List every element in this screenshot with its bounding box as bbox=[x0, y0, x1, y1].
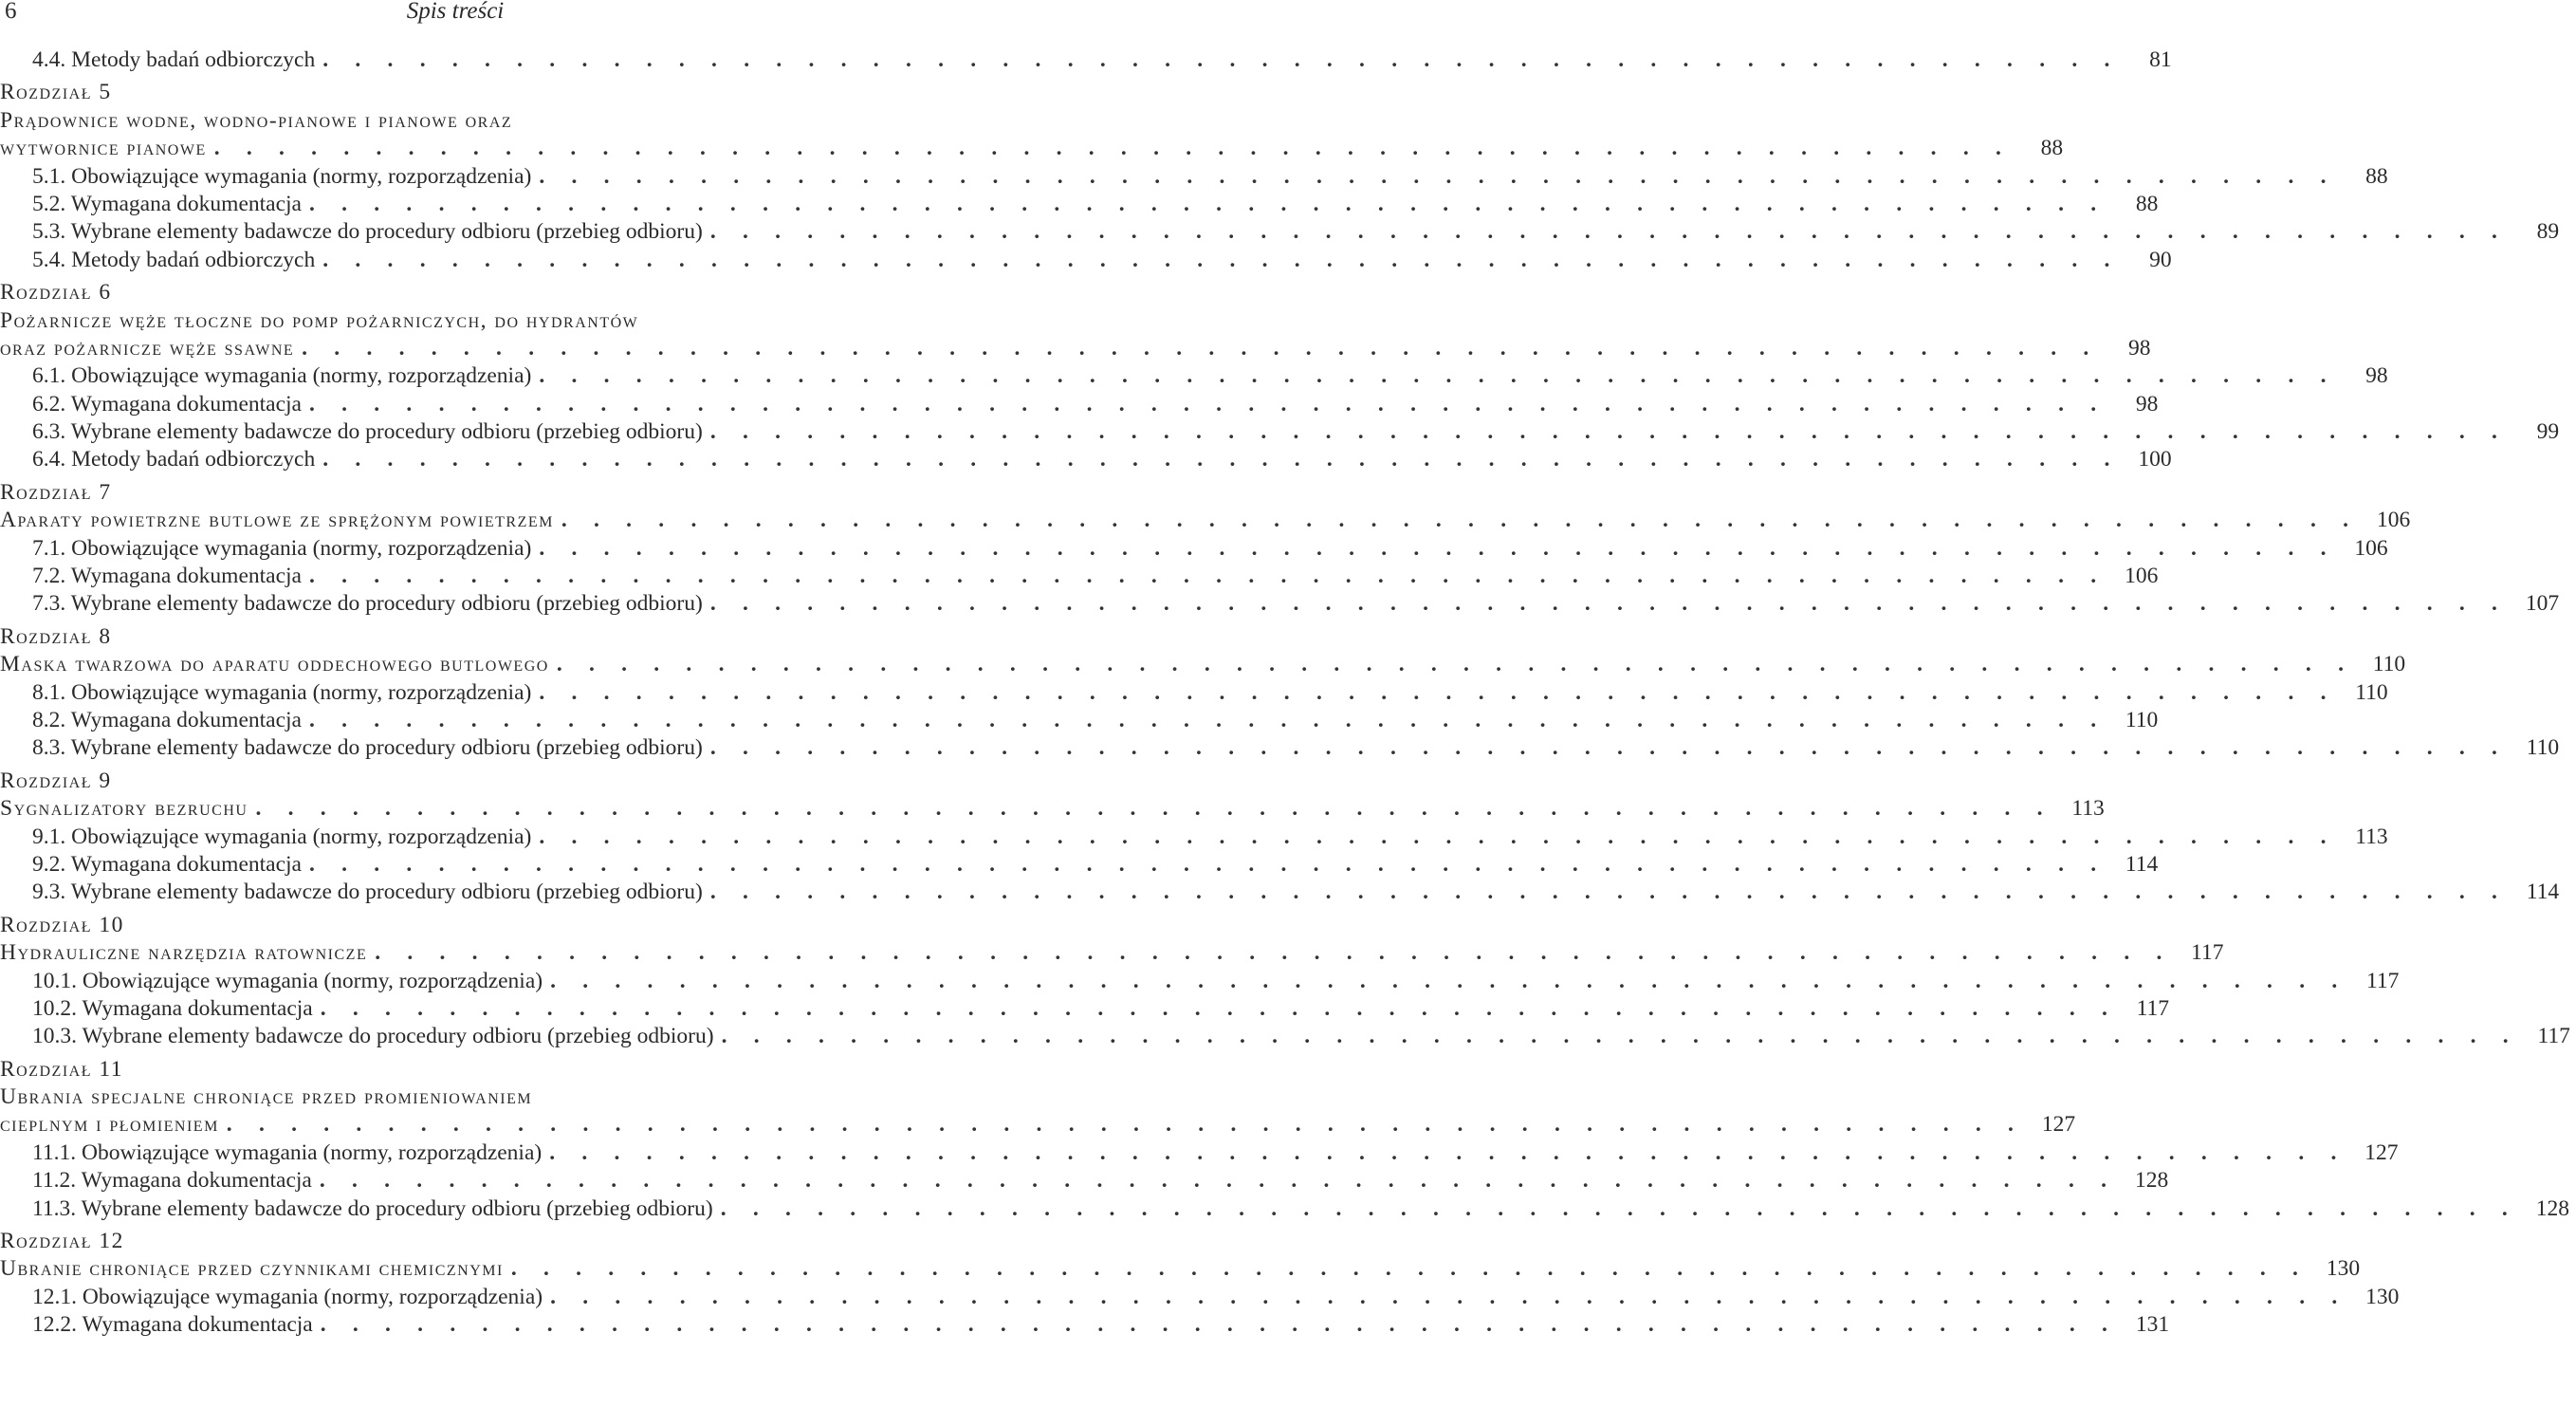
dot-leader: . . . . . . . . . . . . . . . . . . . . . . . . . . . . . . . . . . . . . . . . . . . . . . . . . . . . . . . . bbox=[255, 796, 2053, 822]
toc-entry-text: 9.3. Wybrane elementy badawcze do procedury odbioru (przebieg odbioru) bbox=[32, 880, 703, 905]
toc-entry-text: Hydrauliczne narzędzia ratownicze bbox=[0, 940, 368, 966]
toc-chapter-title-row bbox=[0, 335, 2151, 362]
toc-section-row bbox=[0, 968, 2400, 995]
toc-section-row bbox=[0, 851, 2159, 879]
dot-leader: . . . . . . . . . . . . . . . . . . . . . . . . . . . . . . . . . . . . . . . . . . . . . . . . . . . . . . . . bbox=[322, 47, 2121, 72]
dot-leader: . . . . . . . . . . . . . . . . . . . . . . . . . . . . . . . . . . . . . . . . . . . . . . . . . . . . . . . . bbox=[709, 880, 2509, 905]
toc-section-row bbox=[0, 191, 2159, 218]
dot-leader: . . . . . . . . . . . . . . . . . . . . . . . . . . . . . . . . . . . . . . . . . . . . . . . . . . . . . . . . bbox=[226, 1112, 2025, 1138]
toc-page-number: 106 bbox=[2125, 564, 2159, 589]
toc-section-row bbox=[0, 1167, 2169, 1195]
page-number: 6 bbox=[5, 0, 17, 24]
toc-chapter-title-row bbox=[0, 135, 2064, 162]
toc-page-number: 117 bbox=[2366, 968, 2400, 993]
toc-page-number: 114 bbox=[2125, 851, 2159, 877]
table-of-contents bbox=[0, 46, 2570, 1340]
toc-page-number: 114 bbox=[2526, 880, 2560, 905]
toc-section-row bbox=[0, 362, 2388, 390]
dot-leader: . . . . . . . . . . . . . . . . . . . . . . . . . . . . . . . . . . . . . . . . . . . . . . . . . . . . . . . . bbox=[556, 652, 2355, 677]
toc-chapter-heading bbox=[0, 912, 911, 939]
toc-entry-text: 10.3. Wybrane elementy badawcze do procedury odbioru (przebieg odbioru) bbox=[32, 1024, 714, 1049]
dot-leader: . . . . . . . . . . . . . . . . . . . . . . . . . . . . . . . . . . . . . . . . . . . . . . . . . . . . . . . . bbox=[539, 535, 2337, 561]
toc-page-number: 131 bbox=[2135, 1312, 2170, 1338]
toc-page-number: 110 bbox=[2125, 707, 2159, 732]
toc-chapter-heading bbox=[0, 1228, 911, 1255]
toc-page-number: 98 bbox=[2365, 363, 2388, 389]
toc-entry-text: 5.4. Metody badań odbiorczych bbox=[32, 247, 316, 272]
dot-leader: . . . . . . . . . . . . . . . . . . . . . . . . . . . . . . . . . . . . . . . . . . . . . . . . . . . . . . . . bbox=[308, 707, 2107, 732]
dot-leader: . . . . . . . . . . . . . . . . . . . . . . . . . . . . . . . . . . . . . . . . . . . . . . . . . . . . . . . . bbox=[550, 1284, 2348, 1309]
toc-entry-text: 5.1. Obowiązujące wymagania (normy, rozporządzenia) bbox=[32, 163, 532, 189]
dot-leader: . . . . . . . . . . . . . . . . . . . . . . . . . . . . . . . . . . . . . . . . . . . . . . . . . . . . . . . . bbox=[320, 995, 2119, 1021]
toc-entry-text: 10.1. Obowiązujące wymagania (normy, rozporządzenia) bbox=[32, 968, 543, 993]
toc-page-number: 110 bbox=[2526, 735, 2560, 761]
toc-section-row bbox=[0, 824, 2388, 851]
dot-leader: . . . . . . . . . . . . . . . . . . . . . . . . . . . . . . . . . . . . . . . . . . . . . . . . . . . . . . . . bbox=[308, 391, 2107, 417]
toc-entry-text: Rozdział 5 bbox=[0, 80, 112, 105]
toc-chapter-title-row bbox=[0, 307, 911, 335]
dot-leader: . . . . . . . . . . . . . . . . . . . . . . . . . . . . . . . . . . . . . . . . . . . . . . . . . . . . . . . . bbox=[322, 447, 2121, 472]
dot-leader: . . . . . . . . . . . . . . . . . . . . . . . . . . . . . . . . . . . . . . . . . . . . . . . . . . . . . . . . bbox=[308, 191, 2107, 216]
toc-page-number: 128 bbox=[2535, 1195, 2570, 1221]
toc-entry-text: Rozdział 8 bbox=[0, 623, 112, 649]
dot-leader: . . . . . . . . . . . . . . . . . . . . . . . . . . . . . . . . . . . . . . . . . . . . . . . . . . . . . . . . bbox=[322, 247, 2121, 272]
toc-entry-text: 12.1. Obowiązujące wymagania (normy, rozporządzenia) bbox=[32, 1284, 543, 1309]
dot-leader: . . . . . . . . . . . . . . . . . . . . . . . . . . . . . . . . . . . . . . . . . . . . . . . . . . . . . . . . bbox=[319, 1168, 2118, 1194]
toc-section-row bbox=[0, 995, 2170, 1023]
toc-chapter-title-row bbox=[0, 507, 2411, 534]
toc-entry-text: oraz pożarnicze węże ssawne bbox=[0, 335, 295, 361]
toc-entry-text: Aparaty powietrzne butlowe ze sprężonym powietrzem bbox=[0, 508, 554, 533]
toc-entry-text: Prądownice wodne, wodno-pianowe i pianowe oraz bbox=[0, 107, 513, 133]
toc-entry-text: 9.1. Obowiązujące wymagania (normy, rozporządzenia) bbox=[32, 824, 532, 849]
toc-entry-text: Rozdział 11 bbox=[0, 1056, 123, 1082]
toc-page-number: 99 bbox=[2536, 419, 2560, 445]
page-header bbox=[0, 0, 911, 27]
toc-page-number: 117 bbox=[2537, 1024, 2570, 1049]
toc-entry-text: 11.1. Obowiązujące wymagania (normy, rozporządzenia) bbox=[32, 1139, 543, 1165]
toc-page-number: 130 bbox=[2326, 1256, 2361, 1282]
toc-entry-text: 7.1. Obowiązujące wymagania (normy, rozporządzenia) bbox=[32, 535, 532, 561]
toc-page-number: 110 bbox=[2372, 652, 2406, 677]
toc-entry-text: Rozdział 12 bbox=[0, 1229, 124, 1254]
toc-page-number: 117 bbox=[2191, 940, 2224, 966]
toc-entry-text: 11.3. Wybrane elementy badawcze do procedury odbioru (przebieg odbioru) bbox=[32, 1195, 713, 1221]
toc-section-row bbox=[0, 218, 2560, 246]
toc-chapter-heading bbox=[0, 479, 911, 507]
toc-chapter-title-row bbox=[0, 1255, 2361, 1283]
toc-entry-text: 8.2. Wymagana dokumentacja bbox=[32, 707, 302, 732]
toc-entry-text: cieplnym i płomieniem bbox=[0, 1112, 219, 1138]
dot-leader: . . . . . . . . . . . . . . . . . . . . . . . . . . . . . . . . . . . . . . . . . . . . . . . . . . . . . . . . bbox=[720, 1195, 2519, 1221]
dot-leader: . . . . . . . . . . . . . . . . . . . . . . . . . . . . . . . . . . . . . . . . . . . . . . . . . . . . . . . . bbox=[539, 363, 2337, 389]
toc-chapter-title-row bbox=[0, 107, 911, 135]
toc-entry-text: Rozdział 6 bbox=[0, 280, 112, 306]
toc-chapter-heading bbox=[0, 768, 911, 795]
toc-entry-text: 8.1. Obowiązujące wymagania (normy, rozporządzenia) bbox=[32, 679, 532, 705]
toc-entry-text: 7.2. Wymagana dokumentacja bbox=[32, 564, 302, 589]
toc-page-number: 110 bbox=[2355, 679, 2388, 705]
dot-leader: . . . . . . . . . . . . . . . . . . . . . . . . . . . . . . . . . . . . . . . . . . . . . . . . . . . . . . . . bbox=[308, 564, 2107, 589]
toc-section-row bbox=[0, 535, 2388, 563]
dot-leader: . . . . . . . . . . . . . . . . . . . . . . . . . . . . . . . . . . . . . . . . . . . . . . . . . . . . . . . . bbox=[709, 419, 2509, 445]
toc-entry-text: Rozdział 9 bbox=[0, 768, 112, 793]
toc-section-row bbox=[0, 247, 2172, 274]
toc-page-number: 81 bbox=[2149, 47, 2172, 72]
dot-leader: . . . . . . . . . . . . . . . . . . . . . . . . . . . . . . . . . . . . . . . . . . . . . . . . . . . . . . . . bbox=[561, 508, 2360, 533]
toc-section-row bbox=[0, 679, 2388, 707]
running-title: Spis treści bbox=[406, 0, 505, 24]
dot-leader: . . . . . . . . . . . . . . . . . . . . . . . . . . . . . . . . . . . . . . . . . . . . . . . . . . . . . . . . bbox=[539, 679, 2337, 705]
toc-entry-text: 11.2. Wymagana dokumentacja bbox=[32, 1168, 312, 1194]
toc-entry-text: Rozdział 10 bbox=[0, 912, 124, 937]
toc-entry-text: Rozdział 7 bbox=[0, 479, 112, 505]
dot-leader: . . . . . . . . . . . . . . . . . . . . . . . . . . . . . . . . . . . . . . . . . . . . . . . . . . . . . . . . bbox=[550, 968, 2348, 993]
dot-leader: . . . . . . . . . . . . . . . . . . . . . . . . . . . . . . . . . . . . . . . . . . . . . . . . . . . . . . . . bbox=[375, 940, 2173, 966]
dot-leader: . . . . . . . . . . . . . . . . . . . . . . . . . . . . . . . . . . . . . . . . . . . . . . . . . . . . . . . . bbox=[213, 136, 2013, 161]
toc-page-number: 130 bbox=[2365, 1284, 2400, 1309]
toc-page-number: 113 bbox=[2355, 824, 2388, 849]
toc-section-row bbox=[0, 391, 2159, 418]
toc-chapter-heading bbox=[0, 623, 911, 651]
toc-entry-text: 7.3. Wybrane elementy badawcze do procedury odbioru (przebieg odbioru) bbox=[32, 591, 703, 617]
toc-page-number: 90 bbox=[2149, 247, 2172, 272]
toc-section-row bbox=[0, 1139, 2399, 1167]
toc-page-number: 98 bbox=[2135, 391, 2159, 417]
dot-leader: . . . . . . . . . . . . . . . . . . . . . . . . . . . . . . . . . . . . . . . . . . . . . . . . . . . . . . . . bbox=[308, 851, 2107, 877]
toc-chapter-title-row bbox=[0, 1083, 911, 1111]
toc-entry-text: 8.3. Wybrane elementy badawcze do procedury odbioru (przebieg odbioru) bbox=[32, 735, 703, 761]
toc-entry-text: 6.3. Wybrane elementy badawcze do procedury odbioru (przebieg odbioru) bbox=[32, 419, 703, 445]
dot-leader: . . . . . . . . . . . . . . . . . . . . . . . . . . . . . . . . . . . . . . . . . . . . . . . . . . . . . . . . bbox=[709, 219, 2509, 245]
toc-page-number: 107 bbox=[2525, 591, 2560, 617]
dot-leader: . . . . . . . . . . . . . . . . . . . . . . . . . . . . . . . . . . . . . . . . . . . . . . . . . . . . . . . . bbox=[721, 1024, 2519, 1049]
toc-section-row bbox=[0, 1284, 2400, 1311]
dot-leader: . . . . . . . . . . . . . . . . . . . . . . . . . . . . . . . . . . . . . . . . . . . . . . . . . . . . . . . . bbox=[302, 335, 2100, 361]
toc-chapter-title-row bbox=[0, 651, 2406, 678]
toc-chapter-title-row bbox=[0, 795, 2105, 823]
dot-leader: . . . . . . . . . . . . . . . . . . . . . . . . . . . . . . . . . . . . . . . . . . . . . . . . . . . . . . . . bbox=[709, 735, 2509, 761]
toc-section-row bbox=[0, 1311, 2170, 1339]
toc-entry-text: 5.3. Wybrane elementy badawcze do procedury odbioru (przebieg odbioru) bbox=[32, 219, 703, 245]
toc-section-row bbox=[0, 1195, 2570, 1223]
toc-chapter-heading bbox=[0, 79, 911, 106]
toc-chapter-title-row bbox=[0, 939, 2224, 967]
toc-section-row bbox=[0, 46, 2172, 74]
toc-page-number: 117 bbox=[2136, 995, 2170, 1021]
toc-section-row bbox=[0, 590, 2560, 618]
toc-page-number: 106 bbox=[2354, 535, 2388, 561]
toc-entry-text: 9.2. Wymagana dokumentacja bbox=[32, 851, 302, 877]
toc-entry-text: 6.1. Obowiązujące wymagania (normy, rozporządzenia) bbox=[32, 363, 532, 389]
dot-leader: . . . . . . . . . . . . . . . . . . . . . . . . . . . . . . . . . . . . . . . . . . . . . . . . . . . . . . . . bbox=[539, 824, 2337, 849]
toc-page-number: 127 bbox=[2041, 1112, 2076, 1138]
toc-page-number: 127 bbox=[2364, 1139, 2399, 1165]
toc-page-number: 106 bbox=[2376, 508, 2411, 533]
toc-section-row bbox=[0, 446, 2172, 473]
toc-entry-text: 6.4. Metody badań odbiorczych bbox=[32, 447, 316, 472]
toc-page-number: 88 bbox=[2365, 163, 2388, 189]
toc-entry-text: 4.4. Metody badań odbiorczych bbox=[32, 47, 316, 72]
toc-page-number: 88 bbox=[2135, 191, 2159, 216]
dot-leader: . . . . . . . . . . . . . . . . . . . . . . . . . . . . . . . . . . . . . . . . . . . . . . . . . . . . . . . . bbox=[709, 591, 2509, 617]
toc-section-row bbox=[0, 734, 2560, 762]
toc-entry-text: Ubranie chroniące przed czynnikami chemicznymi bbox=[0, 1256, 504, 1282]
toc-entry-text: Pożarnicze węże tłoczne do pomp pożarniczych, do hydrantów bbox=[0, 307, 639, 333]
dot-leader: . . . . . . . . . . . . . . . . . . . . . . . . . . . . . . . . . . . . . . . . . . . . . . . . . . . . . . . . bbox=[539, 163, 2337, 189]
toc-section-row bbox=[0, 707, 2159, 734]
toc-entry-text: Sygnalizatory bezruchu bbox=[0, 796, 248, 822]
toc-section-row bbox=[0, 163, 2388, 191]
toc-entry-text: 5.2. Wymagana dokumentacja bbox=[32, 191, 302, 216]
toc-chapter-heading bbox=[0, 1056, 911, 1083]
toc-page-number: 100 bbox=[2138, 447, 2172, 472]
toc-page-number: 89 bbox=[2536, 219, 2560, 245]
toc-section-row bbox=[0, 563, 2159, 590]
toc-page-number: 128 bbox=[2134, 1168, 2169, 1194]
toc-entry-text: 6.2. Wymagana dokumentacja bbox=[32, 391, 302, 417]
dot-leader: . . . . . . . . . . . . . . . . . . . . . . . . . . . . . . . . . . . . . . . . . . . . . . . . . . . . . . . . bbox=[549, 1139, 2347, 1165]
toc-chapter-heading bbox=[0, 279, 911, 306]
toc-page-number: 98 bbox=[2127, 335, 2151, 361]
dot-leader: . . . . . . . . . . . . . . . . . . . . . . . . . . . . . . . . . . . . . . . . . . . . . . . . . . . . . . . . bbox=[510, 1256, 2309, 1282]
toc-entry-text: Ubrania specjalne chroniące przed promieniowaniem bbox=[0, 1084, 533, 1110]
toc-page-number: 88 bbox=[2040, 136, 2064, 161]
toc-entry-text: wytwornice pianowe bbox=[0, 136, 207, 161]
toc-page-number: 113 bbox=[2071, 796, 2105, 822]
toc-chapter-title-row bbox=[0, 1111, 2076, 1139]
toc-section-row bbox=[0, 1023, 2570, 1050]
toc-entry-text: 10.2. Wymagana dokumentacja bbox=[32, 995, 313, 1021]
dot-leader: . . . . . . . . . . . . . . . . . . . . . . . . . . . . . . . . . . . . . . . . . . . . . . . . . . . . . . . . bbox=[320, 1312, 2119, 1338]
toc-entry-text: 12.2. Wymagana dokumentacja bbox=[32, 1312, 313, 1338]
toc-section-row bbox=[0, 418, 2560, 446]
toc-entry-text: Maska twarzowa do aparatu oddechowego butlowego bbox=[0, 652, 549, 677]
toc-section-row bbox=[0, 879, 2560, 906]
